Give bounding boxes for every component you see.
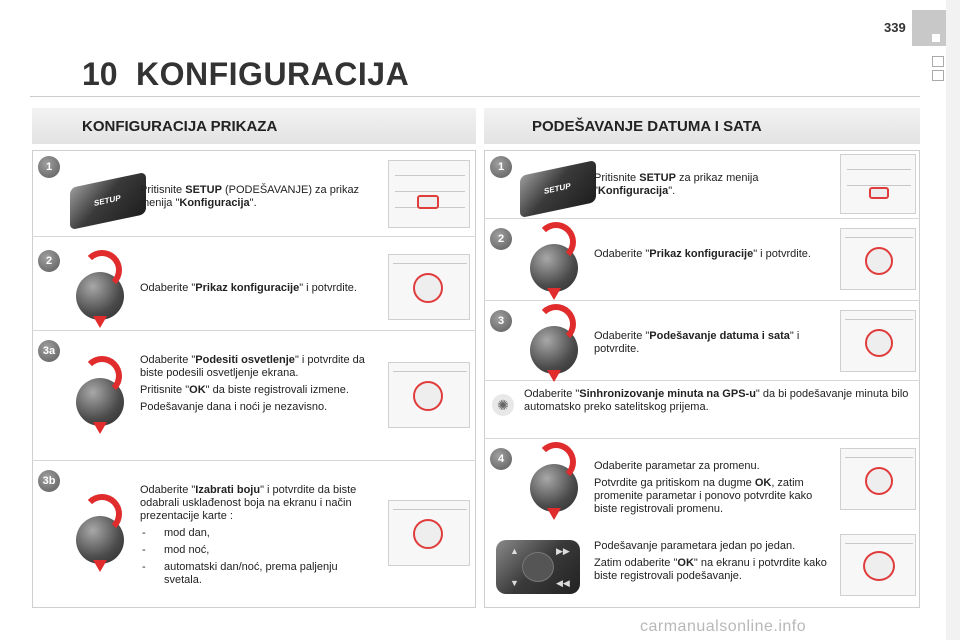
left-step-1-screen-thumbnail (388, 160, 470, 228)
text-run: " i potvrdite. (753, 248, 811, 260)
page-number: 339 (884, 20, 906, 35)
press-arrow-icon-right-2 (547, 288, 561, 300)
right-step-2-screen-thumbnail (840, 228, 916, 290)
pad-center-button (522, 552, 554, 582)
left-section-title: KONFIGURACIJA PRIKAZA (82, 118, 278, 135)
left-step-3a-text (140, 354, 372, 418)
text-run: Potvrdite ga pritiskom na dugme (594, 477, 755, 489)
text-run: Odaberite " (140, 354, 196, 366)
bold-run: Podešavanje datuma i sata (649, 330, 790, 342)
right-gps-note-text (524, 388, 914, 418)
text-run: Odaberite " (594, 330, 650, 342)
step-badge-right-2: 2 (490, 228, 512, 250)
text-run: " na ekranu i potvrdite kako biste registrovali podešavanje. (594, 557, 827, 582)
footer-watermark: carmanualsonline.info (640, 618, 807, 635)
bold-run: Konfiguracija (179, 197, 250, 209)
step-badge-right-3: 3 (490, 310, 512, 332)
press-arrow-icon-left-3a (93, 422, 107, 434)
text-run: Zatim odaberite " (594, 557, 678, 569)
press-arrow-icon-right-4 (547, 508, 561, 520)
step-badge-right-1: 1 (490, 156, 512, 178)
text-run: Odaberite parametar za promenu. (594, 460, 760, 472)
paragraph (140, 484, 372, 523)
bold-run: OK (189, 384, 206, 396)
text-run: " i potvrdite. (299, 282, 357, 294)
bullet-list (140, 527, 372, 587)
bold-run: Prikaz konfiguracije (649, 248, 754, 260)
paragraph (524, 388, 914, 414)
bold-run: SETUP (185, 184, 222, 196)
right-divider-1 (484, 218, 920, 219)
bold-run: Podesiti osvetlenje (195, 354, 295, 366)
side-checkbox-1 (932, 56, 944, 67)
paragraph (594, 172, 814, 198)
step-badge-left-1: 1 (38, 156, 60, 178)
bold-run: SETUP (639, 172, 676, 184)
paragraph (140, 184, 370, 210)
paragraph (140, 282, 370, 295)
paragraph (594, 540, 830, 553)
chapter-title: KONFIGURACIJA (136, 56, 410, 92)
text-run: Podešavanje parametara jedan po jedan. (594, 540, 796, 552)
text-run: (PODEŠAVANJE) za prikaz menija " (140, 184, 360, 209)
bold-run: Sinhronizovanje minuta na GPS-u (579, 388, 756, 400)
step-badge-left-2: 2 (38, 250, 60, 272)
text-run: ". (249, 197, 257, 209)
gps-satellite-icon: ✺ (492, 394, 514, 416)
setup-button-label: SETUP (94, 193, 121, 208)
left-step-3b-screen-thumbnail (388, 500, 470, 566)
rotate-arrow-icon-right-4 (536, 442, 576, 482)
press-arrow-icon-left-3b (93, 560, 107, 572)
side-checkbox-2 (932, 70, 944, 81)
paragraph (594, 557, 830, 583)
right-pad-screen-thumbnail (840, 534, 916, 596)
bold-run: Izabrati boju (195, 484, 261, 496)
text-run: Podešavanje dana i noći je nezavisno. (140, 401, 328, 413)
side-strip (946, 0, 960, 640)
left-divider-1 (32, 236, 476, 237)
rotate-arrow-icon-right-3 (536, 304, 576, 344)
rotate-arrow-icon-left-3b (82, 494, 122, 534)
right-step-1-text (594, 172, 814, 202)
paragraph (140, 401, 372, 414)
text-run: Pritisnite (594, 172, 640, 184)
paragraph (594, 330, 804, 356)
list-item: - mod noć, (140, 544, 372, 557)
text-run: " i potvrdite da biste podesili osvetljenje ekrana. (140, 354, 365, 379)
chapter-underline (30, 96, 920, 97)
step-badge-left-3a: 3a (38, 340, 60, 362)
rotate-arrow-icon-left-2 (82, 250, 122, 290)
right-step-3-text (594, 330, 804, 360)
paragraph (594, 477, 814, 516)
paragraph (140, 354, 372, 380)
right-step-4-screen-thumbnail (840, 448, 916, 510)
text-run: Pritisnite " (140, 384, 190, 396)
left-step-3a-screen-thumbnail (388, 362, 470, 428)
left-divider-2 (32, 330, 476, 331)
text-run: Odaberite " (594, 248, 650, 260)
right-step-4-text (594, 460, 814, 520)
step-badge-right-4: 4 (490, 448, 512, 470)
rotate-arrow-icon-left-3a (82, 356, 122, 396)
chapter-number: 10 (82, 56, 118, 92)
left-divider-3 (32, 460, 476, 461)
paragraph (140, 384, 372, 397)
paragraph (594, 248, 814, 261)
right-pad-note-text (594, 540, 830, 587)
text-run: ". (668, 185, 676, 197)
press-arrow-icon-right-3 (547, 370, 561, 382)
directional-pad-icon: ▲ ▶▶ ▼ ◀◀ (496, 540, 580, 594)
step-badge-left-3b: 3b (38, 470, 60, 492)
setup-button-label: SETUP (544, 181, 571, 196)
right-step-2-text (594, 248, 814, 265)
text-run: " i potvrdite da biste odabrali usklađenost boja na ekranu i način prezentacije karte : (140, 484, 357, 522)
left-step-2-screen-thumbnail (388, 254, 470, 320)
left-step-2-text (140, 282, 370, 299)
list-item: - mod dan, (140, 527, 372, 540)
text-run: Pritisnite (140, 184, 186, 196)
text-run: " da bi podešavanje minuta bilo automatsko preko satelitskog prijema. (524, 388, 909, 413)
text-run: , zatim promenite parametar i ponovo potvrdite kako biste registrovali promenu. (594, 477, 813, 515)
text-run: Odaberite " (140, 282, 196, 294)
bold-run: OK (754, 477, 772, 489)
corner-tab-dot (932, 34, 940, 42)
bold-run: OK (677, 557, 694, 569)
paragraph (594, 460, 814, 473)
text-run: Odaberite " (524, 388, 580, 400)
text-run: " i potvrdite. (594, 330, 800, 355)
text-run: za prikaz menija " (594, 172, 759, 197)
right-divider-2 (484, 300, 920, 301)
text-run: " da biste registrovali izmene. (205, 384, 349, 396)
text-run: Odaberite " (140, 484, 196, 496)
bold-run: Konfiguracija (597, 185, 669, 197)
list-item: - automatski dan/noć, prema paljenju svetala. (140, 561, 372, 587)
rotate-arrow-icon-right-2 (536, 222, 576, 262)
press-arrow-icon-left-2 (93, 316, 107, 328)
corner-tab (912, 10, 946, 46)
right-divider-4 (484, 438, 920, 439)
left-step-3b-text (140, 484, 372, 591)
right-step-1-screen-thumbnail (840, 154, 916, 214)
left-step-1-text (140, 184, 370, 214)
bold-run: Prikaz konfiguracije (195, 282, 300, 294)
right-step-3-screen-thumbnail (840, 310, 916, 372)
right-section-title: PODEŠAVANJE DATUMA I SATA (532, 118, 762, 135)
